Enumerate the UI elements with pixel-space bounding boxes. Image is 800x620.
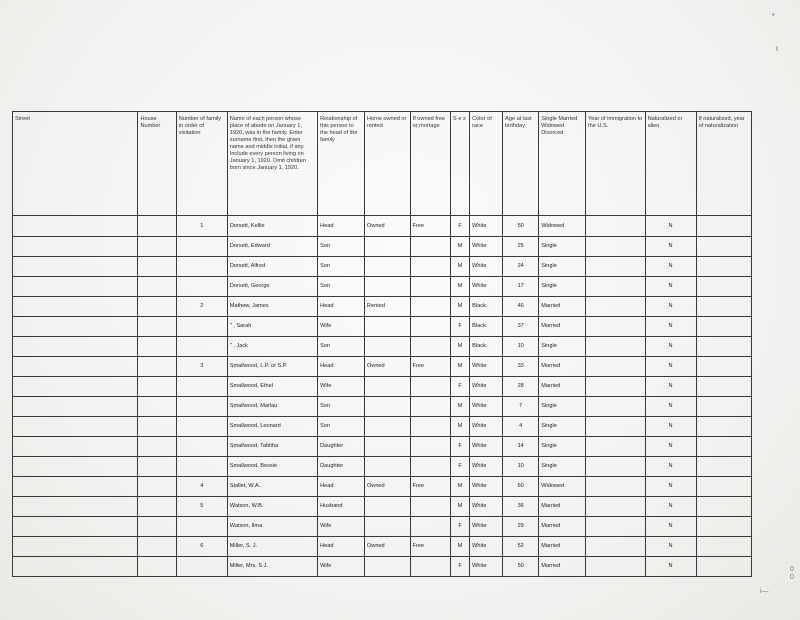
cell-year-immigration	[586, 517, 646, 537]
cell-family-number: 1	[176, 216, 227, 237]
cell-relationship: Wife	[318, 557, 365, 577]
cell-marital: Married	[539, 517, 586, 537]
cell-color: White	[470, 497, 503, 517]
cell-marital: Widowed	[539, 477, 586, 497]
cell-home-owned: Owned	[364, 216, 410, 237]
cell-age: 36	[503, 497, 539, 517]
table-row	[13, 477, 752, 497]
cell-year-immigration	[586, 397, 646, 417]
header-naturalized: Naturalized or alien	[645, 112, 696, 216]
cell-if-owned	[410, 437, 450, 457]
cell-year-immigration	[586, 537, 646, 557]
cell-street	[13, 537, 138, 557]
table-row	[13, 497, 752, 517]
cell-naturalized: N	[645, 216, 696, 237]
cell-if-owned	[410, 557, 450, 577]
cell-name: Smallwood, L.P. or S.P.	[227, 357, 317, 377]
cell-year-immigration	[586, 216, 646, 237]
census-body	[13, 216, 752, 577]
cell-marital: Married	[539, 557, 586, 577]
cell-sex: M	[451, 257, 470, 277]
cell-naturalized: N	[645, 397, 696, 417]
cell-marital: Single	[539, 457, 586, 477]
cell-naturalized: N	[645, 557, 696, 577]
cell-street	[13, 357, 138, 377]
census-table	[12, 111, 752, 577]
cell-color: White	[470, 357, 503, 377]
cell-relationship: Head	[318, 537, 365, 557]
cell-if-owned: Free	[410, 216, 450, 237]
cell-sex: F	[451, 377, 470, 397]
cell-if-owned	[410, 377, 450, 397]
cell-home-owned	[364, 397, 410, 417]
cell-street	[13, 437, 138, 457]
cell-sex: M	[451, 397, 470, 417]
cell-naturalized-year	[696, 417, 751, 437]
cell-marital: Married	[539, 497, 586, 517]
cell-street	[13, 257, 138, 277]
cell-age: 46	[503, 297, 539, 317]
table-row	[13, 397, 752, 417]
cell-naturalized: N	[645, 337, 696, 357]
cell-naturalized: N	[645, 317, 696, 337]
cell-if-owned	[410, 397, 450, 417]
cell-sex: M	[451, 277, 470, 297]
cell-house-number	[138, 557, 176, 577]
cell-street	[13, 377, 138, 397]
cell-naturalized: N	[645, 437, 696, 457]
cell-family-number	[176, 317, 227, 337]
cell-sex: M	[451, 497, 470, 517]
header-name: Name of each person whose place of abode on January 1, 1920, was in the family. Enter surname first, then the given name and middle initial, if any. Include every person living on January 1, 1920. Omit children born since January 1, 1920.	[227, 112, 317, 216]
cell-if-owned	[410, 337, 450, 357]
cell-if-owned: Free	[410, 477, 450, 497]
cell-color: White	[470, 277, 503, 297]
cell-relationship: Husband	[318, 497, 365, 517]
cell-year-immigration	[586, 497, 646, 517]
cell-house-number	[138, 277, 176, 297]
cell-family-number: 3	[176, 357, 227, 377]
cell-name: Watson, Ilma	[227, 517, 317, 537]
header-if-owned: If owned free or mortage	[410, 112, 450, 216]
cell-home-owned	[364, 517, 410, 537]
table-row	[13, 216, 752, 237]
cell-color: White	[470, 557, 503, 577]
cell-age: 17	[503, 277, 539, 297]
cell-name: Miller, Mrs. S J.	[227, 557, 317, 577]
cell-name: Dorsett, Alfred	[227, 257, 317, 277]
cell-home-owned: Rented	[364, 297, 410, 317]
cell-sex: M	[451, 357, 470, 377]
cell-name: Dorsett, George	[227, 277, 317, 297]
cell-street	[13, 237, 138, 257]
cell-naturalized-year	[696, 317, 751, 337]
cell-relationship: Wife	[318, 517, 365, 537]
cell-if-owned: Free	[410, 537, 450, 557]
cell-home-owned: Owned	[364, 537, 410, 557]
cell-family-number	[176, 337, 227, 357]
cell-age: 10	[503, 337, 539, 357]
cell-naturalized-year	[696, 257, 751, 277]
cell-street	[13, 337, 138, 357]
cell-family-number	[176, 237, 227, 257]
cell-relationship: Head	[318, 297, 365, 317]
cell-relationship: Son	[318, 417, 365, 437]
cell-if-owned	[410, 317, 450, 337]
cell-home-owned	[364, 417, 410, 437]
cell-naturalized: N	[645, 477, 696, 497]
cell-home-owned: Owned	[364, 357, 410, 377]
cell-naturalized: N	[645, 237, 696, 257]
cell-marital: Single	[539, 237, 586, 257]
cell-family-number: 6	[176, 537, 227, 557]
cell-sex: M	[451, 417, 470, 437]
cell-family-number	[176, 397, 227, 417]
cell-marital: Married	[539, 297, 586, 317]
margin-mark-bottom: i—	[760, 588, 769, 595]
cell-year-immigration	[586, 297, 646, 317]
cell-color: White	[470, 537, 503, 557]
cell-home-owned	[364, 377, 410, 397]
table-row	[13, 517, 752, 537]
cell-if-owned	[410, 457, 450, 477]
cell-house-number	[138, 317, 176, 337]
cell-naturalized-year	[696, 237, 751, 257]
cell-if-owned	[410, 277, 450, 297]
cell-house-number	[138, 257, 176, 277]
cell-sex: M	[451, 477, 470, 497]
cell-family-number	[176, 517, 227, 537]
cell-relationship: Wife	[318, 377, 365, 397]
cell-street	[13, 517, 138, 537]
cell-if-owned: Free	[410, 357, 450, 377]
cell-home-owned	[364, 437, 410, 457]
cell-sex: M	[451, 237, 470, 257]
cell-color: Black	[470, 337, 503, 357]
cell-house-number	[138, 216, 176, 237]
cell-marital: Married	[539, 537, 586, 557]
cell-sex: F	[451, 437, 470, 457]
cell-age: 29	[503, 517, 539, 537]
cell-relationship: Son	[318, 237, 365, 257]
table-row	[13, 317, 752, 337]
cell-naturalized: N	[645, 417, 696, 437]
cell-naturalized-year	[696, 397, 751, 417]
header-color: Color of race	[470, 112, 503, 216]
cell-age: 50	[503, 557, 539, 577]
cell-home-owned	[364, 237, 410, 257]
cell-naturalized: N	[645, 277, 696, 297]
cell-color: White	[470, 216, 503, 237]
cell-color: White	[470, 437, 503, 457]
cell-if-owned	[410, 417, 450, 437]
header-sex: S e x	[451, 112, 470, 216]
cell-marital: Single	[539, 397, 586, 417]
cell-relationship: Daughter	[318, 437, 365, 457]
cell-naturalized-year	[696, 357, 751, 377]
cell-naturalized: N	[645, 457, 696, 477]
cell-naturalized-year	[696, 377, 751, 397]
cell-sex: F	[451, 517, 470, 537]
cell-year-immigration	[586, 417, 646, 437]
header-row	[13, 112, 752, 216]
cell-street	[13, 297, 138, 317]
cell-color: White	[470, 397, 503, 417]
cell-marital: Married	[539, 317, 586, 337]
cell-home-owned	[364, 337, 410, 357]
margin-mark-top: •	[772, 12, 775, 19]
cell-age: 37	[503, 317, 539, 337]
cell-age: 52	[503, 537, 539, 557]
cell-name: Smallwood, Tabitha	[227, 437, 317, 457]
cell-family-number	[176, 457, 227, 477]
cell-naturalized: N	[645, 297, 696, 317]
cell-relationship: Head	[318, 357, 365, 377]
table-row	[13, 237, 752, 257]
cell-house-number	[138, 357, 176, 377]
cell-street	[13, 557, 138, 577]
cell-color: White	[470, 417, 503, 437]
header-street: Street	[13, 112, 138, 216]
header-year-immigration: Year of immigration to the U.S.	[586, 112, 646, 216]
cell-age: 14	[503, 437, 539, 457]
cell-name: Smallwood, Leonard	[227, 417, 317, 437]
cell-marital: Widowed	[539, 216, 586, 237]
cell-house-number	[138, 517, 176, 537]
table-row	[13, 417, 752, 437]
cell-relationship: Daughter	[318, 457, 365, 477]
cell-age: 60	[503, 477, 539, 497]
cell-street	[13, 317, 138, 337]
cell-age: 7	[503, 397, 539, 417]
cell-relationship: Head	[318, 216, 365, 237]
cell-age: 25	[503, 237, 539, 257]
cell-sex: M	[451, 537, 470, 557]
cell-name: Stallet, W.A.	[227, 477, 317, 497]
cell-family-number: 2	[176, 297, 227, 317]
cell-home-owned	[364, 277, 410, 297]
cell-street	[13, 216, 138, 237]
cell-age: 33	[503, 357, 539, 377]
cell-age: 28	[503, 377, 539, 397]
cell-naturalized: N	[645, 537, 696, 557]
cell-street	[13, 397, 138, 417]
cell-relationship: Son	[318, 397, 365, 417]
cell-naturalized-year	[696, 497, 751, 517]
cell-if-owned	[410, 517, 450, 537]
cell-sex: F	[451, 216, 470, 237]
cell-naturalized-year	[696, 517, 751, 537]
cell-if-owned	[410, 257, 450, 277]
cell-marital: Single	[539, 257, 586, 277]
cell-color: Black	[470, 317, 503, 337]
cell-naturalized-year	[696, 537, 751, 557]
cell-house-number	[138, 437, 176, 457]
cell-color: White	[470, 457, 503, 477]
table-row	[13, 277, 752, 297]
cell-house-number	[138, 397, 176, 417]
cell-year-immigration	[586, 377, 646, 397]
cell-name: Mathew, James	[227, 297, 317, 317]
cell-naturalized-year	[696, 297, 751, 317]
cell-house-number	[138, 337, 176, 357]
cell-street	[13, 497, 138, 517]
cell-naturalized-year	[696, 277, 751, 297]
cell-home-owned	[364, 497, 410, 517]
table-row	[13, 457, 752, 477]
cell-family-number: 4	[176, 477, 227, 497]
cell-naturalized-year	[696, 477, 751, 497]
cell-color: White	[470, 517, 503, 537]
cell-color: White	[470, 377, 503, 397]
cell-color: White	[470, 257, 503, 277]
cell-street	[13, 277, 138, 297]
cell-name: Watson, W.B.	[227, 497, 317, 517]
cell-year-immigration	[586, 557, 646, 577]
cell-name: " , Sarah	[227, 317, 317, 337]
cell-home-owned	[364, 257, 410, 277]
cell-family-number	[176, 257, 227, 277]
table-row	[13, 537, 752, 557]
cell-age: 10	[503, 457, 539, 477]
cell-naturalized-year	[696, 337, 751, 357]
header-house-number: House Number	[138, 112, 176, 216]
cell-home-owned: Owned	[364, 477, 410, 497]
table-row	[13, 337, 752, 357]
cell-marital: Married	[539, 377, 586, 397]
cell-if-owned	[410, 237, 450, 257]
cell-family-number	[176, 557, 227, 577]
cell-name: Smallwood, Bessie	[227, 457, 317, 477]
cell-house-number	[138, 537, 176, 557]
cell-sex: F	[451, 317, 470, 337]
cell-home-owned	[364, 457, 410, 477]
cell-naturalized: N	[645, 497, 696, 517]
cell-year-immigration	[586, 337, 646, 357]
cell-house-number	[138, 457, 176, 477]
header-naturalized-year: If naturalized, year of naturalization	[696, 112, 751, 216]
cell-relationship: Son	[318, 277, 365, 297]
cell-street	[13, 457, 138, 477]
cell-home-owned	[364, 557, 410, 577]
cell-street	[13, 477, 138, 497]
cell-sex: M	[451, 297, 470, 317]
cell-age: 4	[503, 417, 539, 437]
cell-sex: M	[451, 337, 470, 357]
cell-relationship: Head	[318, 477, 365, 497]
cell-naturalized: N	[645, 517, 696, 537]
cell-if-owned	[410, 497, 450, 517]
cell-marital: Single	[539, 417, 586, 437]
cell-name: Dorsett, Edward	[227, 237, 317, 257]
cell-house-number	[138, 417, 176, 437]
cell-year-immigration	[586, 477, 646, 497]
cell-naturalized-year	[696, 437, 751, 457]
cell-marital: Single	[539, 437, 586, 457]
cell-color: White	[470, 477, 503, 497]
cell-family-number: 5	[176, 497, 227, 517]
cell-naturalized: N	[645, 357, 696, 377]
table-row	[13, 437, 752, 457]
cell-color: Black	[470, 297, 503, 317]
cell-family-number	[176, 417, 227, 437]
cell-family-number	[176, 377, 227, 397]
table-row	[13, 257, 752, 277]
cell-name: " , Jack	[227, 337, 317, 357]
header-age: Age at last birthday	[503, 112, 539, 216]
cell-relationship: Son	[318, 257, 365, 277]
cell-house-number	[138, 477, 176, 497]
cell-marital: Single	[539, 337, 586, 357]
cell-relationship: Wife	[318, 317, 365, 337]
header-marital: Single Married Widowed Divorced	[539, 112, 586, 216]
cell-relationship: Son	[318, 337, 365, 357]
cell-year-immigration	[586, 237, 646, 257]
header-family-number: Number of family in order of visitation	[176, 112, 227, 216]
cell-year-immigration	[586, 457, 646, 477]
cell-naturalized-year	[696, 216, 751, 237]
cell-family-number	[176, 277, 227, 297]
cell-house-number	[138, 377, 176, 397]
table-row	[13, 377, 752, 397]
table-row	[13, 557, 752, 577]
cell-year-immigration	[586, 257, 646, 277]
margin-mark-edge: 0 0	[790, 566, 794, 581]
cell-street	[13, 417, 138, 437]
cell-marital: Married	[539, 357, 586, 377]
cell-naturalized-year	[696, 457, 751, 477]
cell-sex: F	[451, 457, 470, 477]
cell-name: Smallwood, Marlau	[227, 397, 317, 417]
cell-name: Smallwood, Ethel	[227, 377, 317, 397]
cell-house-number	[138, 497, 176, 517]
cell-year-immigration	[586, 277, 646, 297]
cell-year-immigration	[586, 317, 646, 337]
cell-marital: Single	[539, 277, 586, 297]
header-home-owned: Home owned or rented	[364, 112, 410, 216]
cell-name: Miller, S. J.	[227, 537, 317, 557]
cell-house-number	[138, 237, 176, 257]
cell-year-immigration	[586, 437, 646, 457]
cell-if-owned	[410, 297, 450, 317]
cell-home-owned	[364, 317, 410, 337]
header-relationship: Relationship of this person to the head of the family	[318, 112, 365, 216]
cell-family-number	[176, 437, 227, 457]
table-row	[13, 357, 752, 377]
cell-house-number	[138, 297, 176, 317]
cell-name: Dorsett, Kellie	[227, 216, 317, 237]
cell-sex: F	[451, 557, 470, 577]
cell-year-immigration	[586, 357, 646, 377]
cell-naturalized: N	[645, 377, 696, 397]
cell-age: 50	[503, 216, 539, 237]
cell-color: White	[470, 237, 503, 257]
cell-naturalized: N	[645, 257, 696, 277]
table-row	[13, 297, 752, 317]
margin-mark-right: ℓ	[776, 46, 779, 53]
cell-age: 24	[503, 257, 539, 277]
cell-naturalized-year	[696, 557, 751, 577]
